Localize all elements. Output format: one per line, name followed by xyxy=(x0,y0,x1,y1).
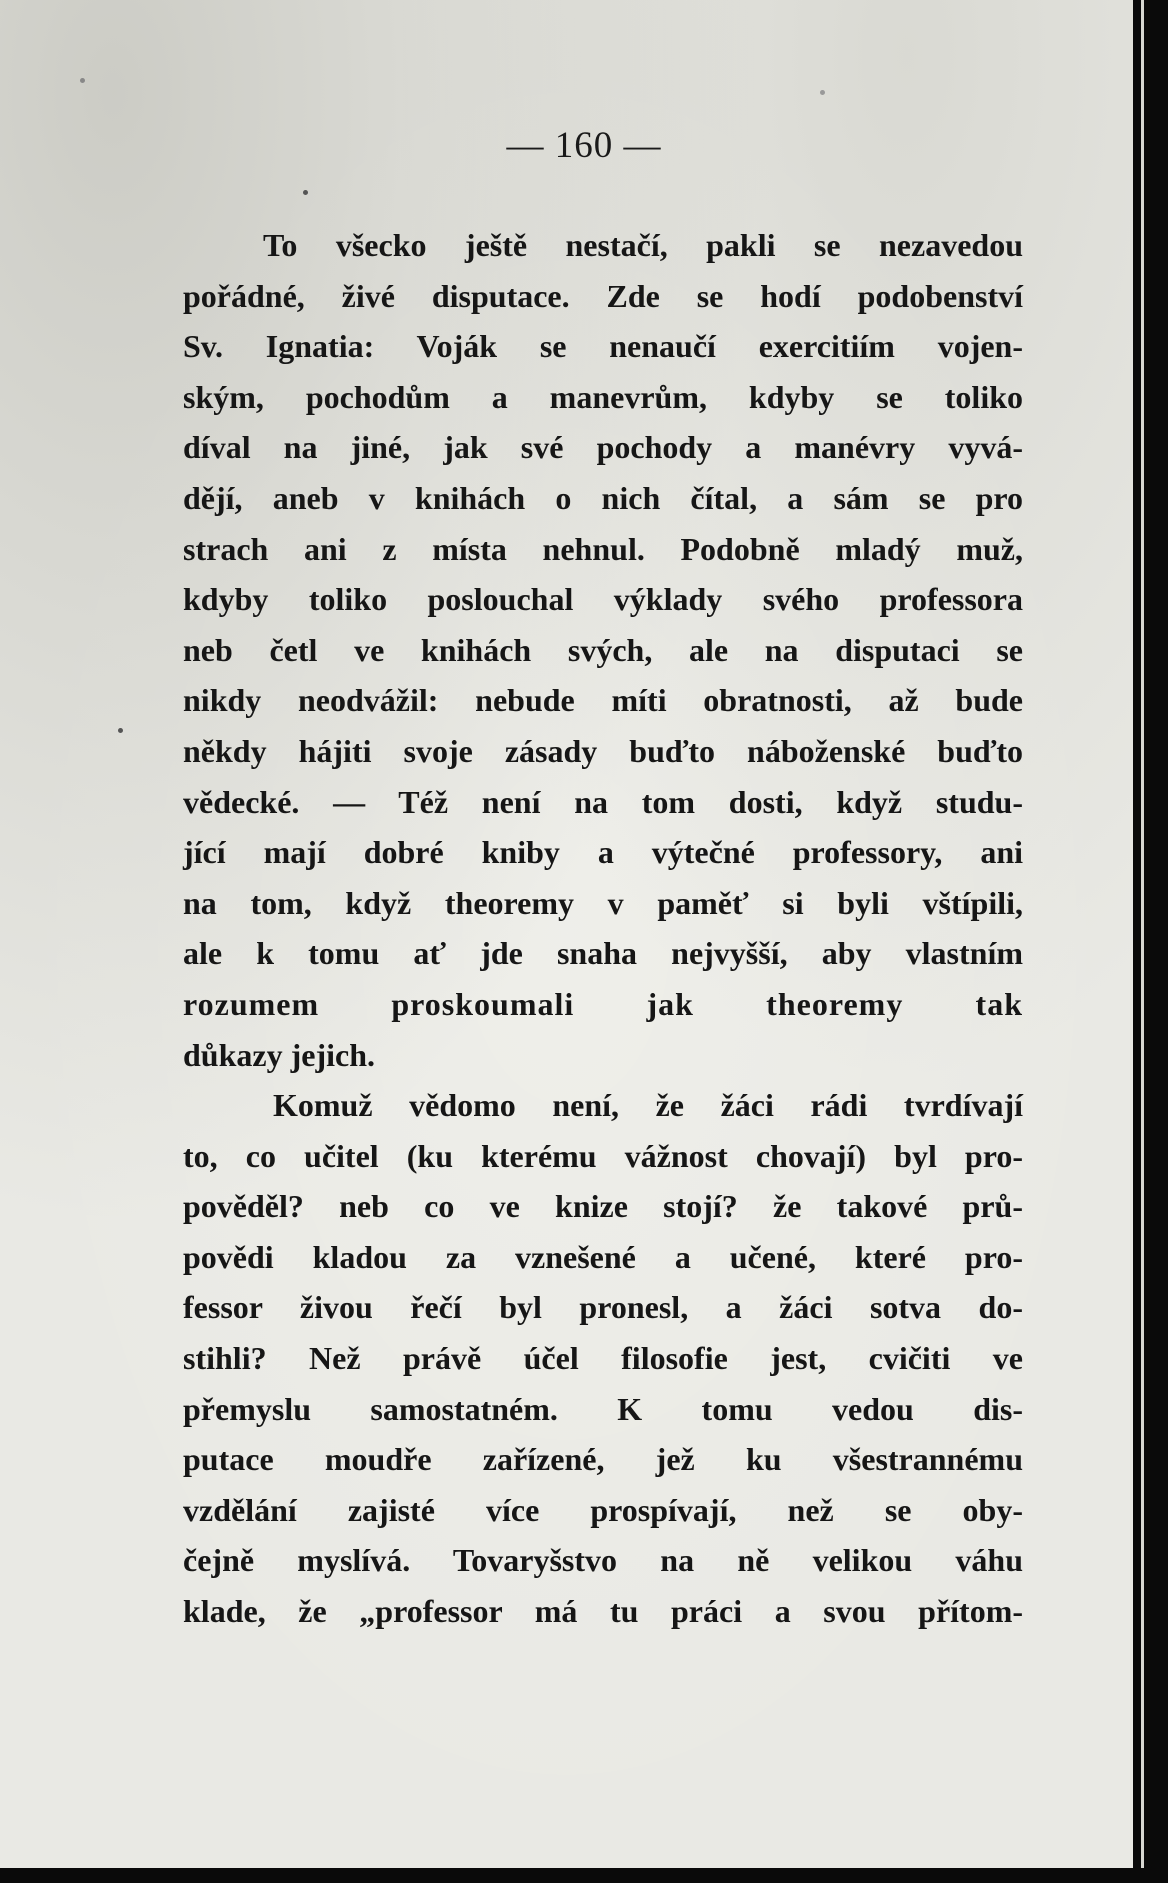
body-text xyxy=(183,220,1023,1637)
text-line: vzdělání zajisté více prospívají, než se oby- xyxy=(183,1491,1023,1528)
print-speck xyxy=(820,90,825,95)
text-line: Komuž vědomo není, že žáci rádi tvrdívají xyxy=(273,1087,1023,1124)
text-line: povědi kladou za vznešené a učené, které pro- xyxy=(183,1238,1023,1275)
text-line: nikdy neodvážil: nebude míti obratnosti, až bude xyxy=(183,682,1023,719)
text-line: přemyslu samostatném. K tomu vedou dis- xyxy=(183,1390,1023,1427)
text-line: pořádné, živé disputace. Zde se hodí podobenství xyxy=(183,277,1023,314)
text-line: kdyby toliko poslouchal výklady svého professora xyxy=(183,581,1023,618)
text-line: to, co učitel (ku kterému vážnost chovají) byl pro- xyxy=(183,1137,1023,1174)
text-line: díval na jiné, jak své pochody a manévry vyvá- xyxy=(183,429,1023,466)
print-speck xyxy=(118,728,123,733)
text-line: rozumem proskoumali jak theoremy tak xyxy=(183,985,1023,1022)
text-line: někdy hájiti svoje zásady buďto náboženské buďto xyxy=(183,732,1023,769)
text-line: čejně myslívá. Tovaryšstvo na ně velikou váhu xyxy=(183,1542,1023,1579)
text-line: Sv. Ignatia: Voják se nenaučí exercitiím vojen- xyxy=(183,328,1023,365)
text-line: To všecko ještě nestačí, pakli se nezavedou xyxy=(263,227,1023,263)
print-speck xyxy=(80,78,85,83)
scan-border-bottom xyxy=(0,1868,1168,1883)
text-line: na tom, když theoremy v paměť si byli vštípili, xyxy=(183,884,1023,921)
text-line: stihli? Než právě účel filosofie jest, cvičiti ve xyxy=(183,1340,1023,1377)
text-line: vědecké. — Též není na tom dosti, když studu- xyxy=(183,783,1023,820)
page-number: — 160 — xyxy=(506,125,662,166)
text-line: strach ani z místa nehnul. Podobně mladý muž, xyxy=(183,530,1023,567)
text-line: jící mají dobré kniby a výtečné professory, ani xyxy=(183,834,1023,871)
scan-border-right xyxy=(1133,0,1168,1883)
text-line: neb četl ve knihách svých, ale na disputaci se xyxy=(183,631,1023,668)
print-speck xyxy=(303,190,308,195)
text-line: putace moudře zařízené, jež ku všestrannému xyxy=(183,1441,1023,1478)
text-line: klade, že „professor má tu práci a svou přítom- xyxy=(183,1593,1023,1630)
text-line: ale k tomu ať jde snaha nejvyšší, aby vlastním xyxy=(183,935,1023,972)
text-line: dějí, aneb v knihách o nich čítal, a sám se pro xyxy=(183,479,1023,516)
text-line: fessor živou řečí byl pronesl, a žáci sotva do- xyxy=(183,1289,1023,1326)
text-line: důkazy jejich. xyxy=(183,1036,375,1073)
text-line: ským, pochodům a manevrům, kdyby se toliko xyxy=(183,378,1023,415)
text-line: pověděl? neb co ve knize stojí? že takové prů- xyxy=(183,1188,1023,1225)
page-edge-line xyxy=(1141,0,1144,1883)
